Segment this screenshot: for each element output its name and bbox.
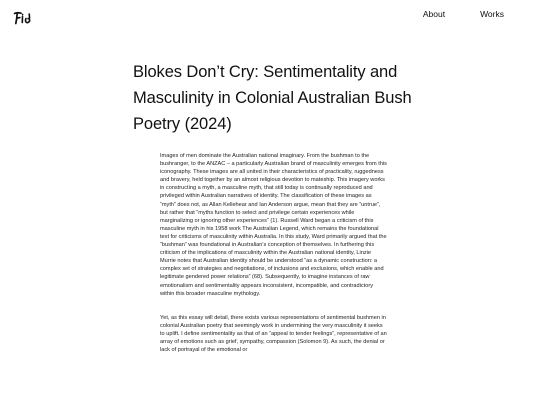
signature-logo-icon[interactable] [13, 10, 35, 26]
article-title: Blokes Don’t Cry: Sentimentality and Masculinity in Colonial Australian Bush Poetry (2024) [133, 63, 412, 133]
article-paragraph: Yet, as this essay will detail, there exists various representations of sentimental bushmen in colonial Australian poetry that seemingly work in undermining the very masculinity it seeks to uplift. I define sentimentality as that of an “appeal to tender feelings”, representative of an array of emotions such as grief, sympathy, compassion (Solomon 9). As such, the denial or lack of portrayal of the emotional or [160, 314, 387, 354]
nav-link-works[interactable]: Works [480, 9, 504, 19]
article-body [160, 152, 388, 370]
nav-link-about[interactable]: About [422, 9, 446, 19]
article-paragraph: Images of men dominate the Australian national imaginary. From the bushman to the bushranger, to the ANZAC – a particularly Australian brand of masculinity emerges from this iconography. These images are all united in their characteristics of practicality, ruggedness and bravery, held together by an almost religious devotion to mateship. This imagery works in constructing a myth, a masculine myth, that still today is continually reproduced and privileged within Australian narratives of identity. The classification of these images as “myth” does not, as Allan Kellehear and Ian Anderson argue, mean that they are “untrue”, but rather that “myths function to select and privilege certain experiences while marginalizing or ignoring other experiences” (1). Russell Ward began a criticism of this masculine myth in his 1958 work The Australian Legend, which remains the foundational text for criticisms of masculinity within Australia. In this study, Ward primarily argued that the “bushman” was foundational in Australian’s conception of themselves. In furthering this criticism of the implications of masculinity within the Australian national identity, Linzie Murrie notes that Australian identity should be understood “as a dynamic construction: a complex set of strategies and negotiations, of inclusions and exclusions, which enable and legitimate gendered power relations” (68). Subsequently, to imagine instances of raw emotionalism and sentimentality appears inconsistent, incompatible, and contradictory within this broader masculine mythology. [160, 153, 387, 297]
main-nav [423, 9, 504, 20]
